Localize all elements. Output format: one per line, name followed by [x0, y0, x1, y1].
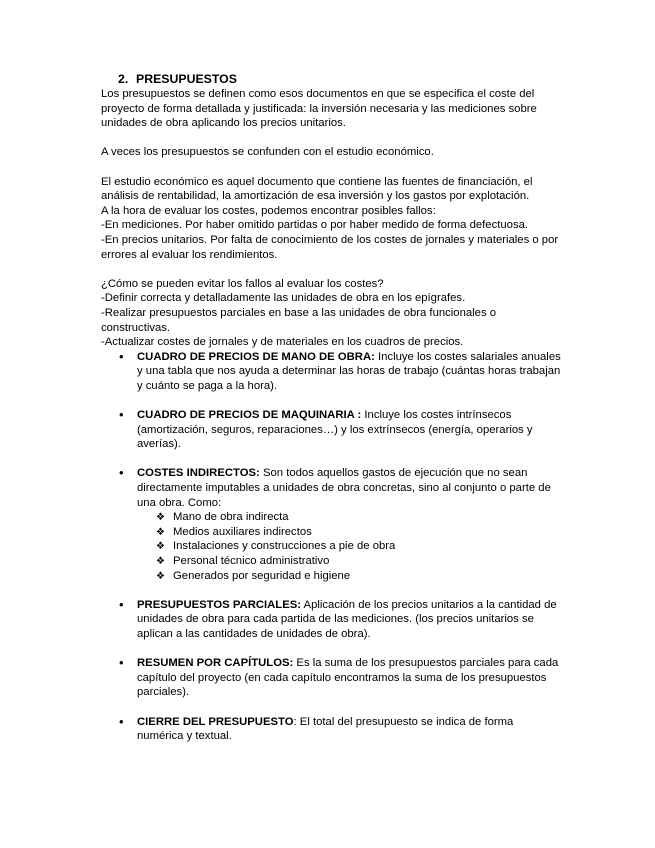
item-term: PRESUPUESTOS PARCIALES: [137, 598, 302, 611]
paragraph-fault-measurements: -En mediciones. Por haber omitido partidas o por haber medido de forma defectuosa. [101, 219, 529, 232]
list-item [137, 656, 561, 700]
item-term: CUADRO DE PRECIOS DE MAQUINARIA : [137, 409, 362, 422]
paragraph-definition: Los presupuestos se definen como esos documentos en que se especifica el coste del proyecto de forma detallada y justificada: la inversión necesaria y las mediciones sobre unidades de obra aplicando los precios unitarios. [101, 88, 537, 130]
list-item [137, 408, 561, 452]
diamond-icon: ❖ [156, 570, 165, 582]
sub-list-item: ❖ Mano de obra indirecta [173, 510, 561, 525]
list-item [137, 350, 561, 394]
item-text: Son todos aquellos gastos de ejecución que no sean directamente imputables a unidades de obra concretas, sino al conjunto o parte de una obra. Como: [137, 467, 551, 509]
list-item [137, 466, 561, 583]
sub-list-item: ❖ Personal técnico administrativo [173, 554, 561, 569]
list-item [137, 715, 561, 744]
section-heading [118, 72, 561, 87]
document-content [101, 72, 561, 758]
item-text: Incluye los costes salariales anuales y una tabla que nos ayuda a determinar las horas de trabajo (cuántas horas trabajan y cuánto se paga a la hora). [137, 350, 561, 392]
sub-list [137, 510, 561, 583]
diamond-icon: ❖ [156, 541, 165, 553]
list-item [137, 598, 561, 642]
paragraph-question: ¿Cómo se pueden evitar los fallos al evaluar los costes? [101, 277, 384, 290]
paragraph-fault-prices: -En precios unitarios. Por falta de conocimiento de los costes de jornales y materiales o por errores al evaluar los rendimientos. [101, 233, 559, 261]
item-term: RESUMEN POR CAPÍTULOS: [137, 657, 294, 670]
paragraph-update-costs: -Actualizar costes de jornales y de materiales en los cuadros de precios. [101, 336, 464, 349]
sub-list-item: ❖ Instalaciones y construcciones a pie de obra [173, 539, 561, 554]
item-text: Aplicación de los precios unitarios a la cantidad de unidades de obra para cada partida de las mediciones. (los precios unitarios se aplican a las cantidades de unidades de obra). [137, 598, 557, 640]
paragraph-evaluate-costs: A la hora de evaluar los costes, podemos encontrar posibles fallos: [101, 204, 436, 217]
section-title: PRESUPUESTOS [136, 72, 237, 86]
paragraph-partial-budgets: -Realizar presupuestos parciales en base a las unidades de obra funcionales o constructivas. [101, 306, 497, 334]
sub-list-item: ❖ Generados por seguridad e higiene [173, 569, 561, 584]
paragraph-economic-study: El estudio económico es aquel documento que contiene las fuentes de financiación, el análisis de rentabilidad, la amortización de esa inversión y los gastos por explotación. [101, 175, 533, 203]
item-term: CIERRE DEL PRESUPUESTO [137, 715, 294, 728]
item-text: Incluye los costes intrínsecos (amortización, seguros, reparaciones…) y los extrínsecos (energía, operarios y averías). [137, 409, 533, 451]
section-number: 2. [118, 72, 129, 86]
sub-list-item: ❖ Medios auxiliares indirectos [173, 525, 561, 540]
diamond-icon: ❖ [156, 512, 165, 524]
item-text: Es la suma de los presupuestos parciales para cada capítulo del proyecto (en cada capítulo encontramos la suma de los presupuestos parciales). [137, 657, 559, 699]
paragraph-define-units: -Definir correcta y detalladamente las unidades de obra en los epígrafes. [101, 292, 466, 305]
item-text: : El total del presupuesto se indica de forma numérica y textual. [137, 715, 514, 743]
paragraph-confusion: A veces los presupuestos se confunden con el estudio económico. [101, 146, 434, 159]
item-term: CUADRO DE PRECIOS DE MANO DE OBRA: [137, 350, 375, 363]
diamond-icon: ❖ [156, 526, 165, 538]
bullet-list [101, 350, 561, 744]
diamond-icon: ❖ [156, 556, 165, 567]
item-term: COSTES INDIRECTOS: [137, 467, 260, 480]
